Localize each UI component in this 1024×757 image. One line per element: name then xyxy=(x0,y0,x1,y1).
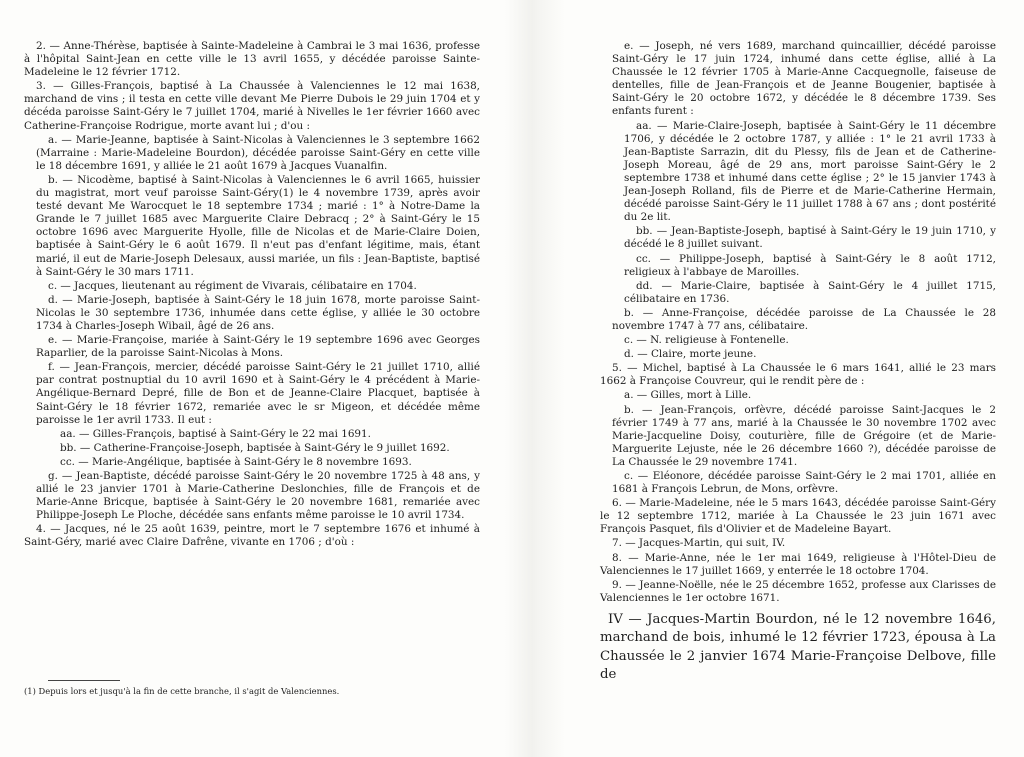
genealogy-entry: 6. — Marie-Madeleine, née le 5 mars 1643, décédée paroisse Saint-Géry le 12 septembre 1712, mariée à La Chaussée le 23 juin 1671 avec François Pasquet, fils d'Olivier et de Madeleine Bayart. xyxy=(600,497,996,536)
genealogy-entry: a. — Gilles, mort à Lille. xyxy=(624,389,752,402)
genealogy-entry: 3. — Gilles-François, baptisé à La Chaussée à Valenciennes le 12 mai 1638, marchand de vins ; il testa en cette ville devant Me Pierre Dubois le 29 juin 1704 et y décéda paroisse Saint-Géry le 7 juillet 1704, marié à Nivelles le 1er février 1660 avec Catherine-Françoise Rodrigue, morte avant lui ; d'ou : xyxy=(24,80,480,132)
genealogy-entry: 7. — Jacques-Martin, qui suit, IV. xyxy=(612,537,786,550)
genealogy-entry: cc. — Philippe-Joseph, baptisé à Saint-Géry le 8 août 1712, religieux à l'abbaye de Maroilles. xyxy=(624,252,996,278)
genealogy-entry: b. — Anne-Françoise, décédée paroisse de La Chaussée le 28 novembre 1747 à 77 ans, célibataire. xyxy=(612,306,996,332)
left-page-text xyxy=(24,40,480,550)
entry-iv-heading: IV — Jacques-Martin Bourdon, né le 12 novembre 1646, marchand de bois, inhumé le 12 février 1723, épousa à La Chaussée le 2 janvier 1674 Marie-Françoise Delbove, fille de xyxy=(600,611,996,683)
genealogy-entry: bb. — Catherine-Françoise-Joseph, baptisée à Saint-Géry le 9 juillet 1692. xyxy=(60,441,450,454)
footnote-rule xyxy=(48,680,120,681)
left-page xyxy=(24,40,480,551)
genealogy-entry: cc. — Marie-Angélique, baptisée à Saint-Géry le 8 novembre 1693. xyxy=(60,455,412,468)
genealogy-entry: d. — Claire, morte jeune. xyxy=(624,348,757,361)
genealogy-entry: e. — Marie-Françoise, mariée à Saint-Géry le 19 septembre 1696 avec Georges Raparlier, de la paroisse Saint-Nicolas à Mons. xyxy=(36,334,480,360)
genealogy-entry: b. — Jean-François, orfèvre, décédé paroisse Saint-Jacques le 2 février 1749 à 77 ans, marié à la Chaussée le 30 novembre 1702 avec Marie-Jacqueline Doisy, couturière, fille de Grégoire (et de Marie-Marguerite Lejuste, née le 26 décembre 1660 ?), décédée paroisse de La Chaussée le 29 novembre 1741. xyxy=(612,403,996,468)
genealogy-entry: 2. — Anne-Thérèse, baptisée à Sainte-Madeleine à Cambrai le 3 mai 1636, professe à l'hôpital Saint-Jean en cette ville le 13 avril 1655, y décédée paroisse Sainte-Madeleine le 12 février 1712. xyxy=(24,40,480,79)
genealogy-entry: b. — Nicodème, baptisé à Saint-Nicolas à Valenciennes le 6 avril 1665, huissier du magistrat, mort veuf paroisse Saint-Géry(1) le 4 novembre 1739, après avoir testé devant Me Warocquet le 18 septembre 1734 ; marié : 1° à Notre-Dame la Grande le 7 juillet 1685 avec Marguerite Claire Debracq ; 2° à Saint-Géry le 15 octobre 1696 avec Marguerite Hyolle, fille de Nicolas et de Marie-Claire Doien, baptisée à Saint-Géry le 6 août 1679. Il n'eut pas d'enfant légitime, mais, étant marié, il eut de Marie-Joseph Delesaux, aussi mariée, un fils : Jean-Baptiste, baptisé à Saint-Géry le 30 mars 1711. xyxy=(36,173,480,278)
genealogy-entry: c. — Jacques, lieutenant au régiment de Vivarais, célibataire en 1704. xyxy=(48,279,417,292)
genealogy-entry: f. — Jean-François, mercier, décédé paroisse Saint-Géry le 21 juillet 1710, allié par contrat postnuptial du 10 avril 1690 et à Saint-Géry le 4 précédent à Marie-Angélique-Bernard Depré, fille de Bon et de Jeanne-Claire Placquet, baptisée à Saint-Géry le 18 février 1672, remariée avec le sr Migeon, et décédée même paroisse le 1er avril 1733. Il eut : xyxy=(36,361,480,426)
genealogy-entry: aa. — Gilles-François, baptisé à Saint-Géry le 22 mai 1691. xyxy=(60,427,371,440)
genealogy-entry: dd. — Marie-Claire, baptisée à Saint-Géry le 4 juillet 1715, célibataire en 1736. xyxy=(624,279,996,305)
genealogy-entry: bb. — Jean-Baptiste-Joseph, baptisé à Saint-Géry le 19 juin 1710, y décédé le 8 juillet suivant. xyxy=(624,225,996,251)
genealogy-entry: a. — Marie-Jeanne, baptisée à Saint-Nicolas à Valenciennes le 3 septembre 1662 (Marraine : Marie-Madeleine Bourdon), décédée paroisse Saint-Géry en cette ville le 18 décembre 1691, y alliée le 21 août 1679 à Jacques Vuanalfin. xyxy=(36,133,480,172)
right-page-text xyxy=(600,40,996,605)
genealogy-entry: 8. — Marie-Anne, née le 1er mai 1649, religieuse à l'Hôtel-Dieu de Valenciennes le 17 juillet 1669, y enterrée le 18 octobre 1704. xyxy=(600,551,996,577)
right-page xyxy=(600,40,996,698)
page-gutter xyxy=(505,0,565,757)
genealogy-entry: c. — Eléonore, décédée paroisse Saint-Géry le 2 mai 1701, alliée en 1681 à François Lebrun, de Mons, orfèvre. xyxy=(612,470,996,496)
genealogy-entry: g. — Jean-Baptiste, décédé paroisse Saint-Géry le 20 novembre 1725 à 48 ans, y allié le 23 janvier 1701 à Marie-Catherine Deslonchies, fille de François et de Marie-Anne Bricque, baptisée à Saint-Géry le 20 novembre 1681, remariée avec Philippe-Joseph Le Ploche, décédée sans enfants même paroisse le 10 avril 1734. xyxy=(36,470,480,522)
genealogy-entry: c. — N. religieuse à Fontenelle. xyxy=(624,334,789,347)
genealogy-entry: 4. — Jacques, né le 25 août 1639, peintre, mort le 7 septembre 1676 et inhumé à Saint-Géry, marié avec Claire Dafrêne, vivante en 1706 ; d'où : xyxy=(24,523,480,549)
genealogy-entry: d. — Marie-Joseph, baptisée à Saint-Géry le 18 juin 1678, morte paroisse Saint-Nicolas le 30 septembre 1736, inhumée dans cette église, y alliée le 30 octobre 1734 à Charles-Joseph Wibail, âgé de 26 ans. xyxy=(36,293,480,332)
genealogy-entry: e. — Joseph, né vers 1689, marchand quincaillier, décédé paroisse Saint-Géry le 17 juin 1724, inhumé dans cette église, allié à La Chaussée le 12 février 1705 à Marie-Anne Cacquegnolle, faiseuse de dentelles, fille de Jean-François et de Jeanne Bougenier, baptisée à Saint-Géry le 20 octobre 1672, y décédée le 8 décembre 1739. Ses enfants furent : xyxy=(612,40,996,118)
footnote: (1) Depuis lors et jusqu'à la fin de cette branche, il s'agit de Valenciennes. xyxy=(24,686,340,696)
genealogy-entry: aa. — Marie-Claire-Joseph, baptisée à Saint-Géry le 11 décembre 1706, y décédée le 2 octobre 1787, y alliée : 1° le 21 avril 1733 à Jean-Baptiste Sarrazin, dit du Plessy, fils de Jean et de Catherine-Joseph Moreau, âgé de 29 ans, mort paroisse Saint-Géry le 2 septembre 1738 et inhumé dans cette église ; 2° le 15 janvier 1743 à Jean-Joseph Rolland, fils de Pierre et de Marie-Catherine Hermain, décédé paroisse Saint-Géry le 11 juillet 1788 à 67 ans ; dont postérité du 2e lit. xyxy=(624,119,996,224)
genealogy-entry: 9. — Jeanne-Noëlle, née le 25 décembre 1652, professe aux Clarisses de Valenciennes le 1er octobre 1671. xyxy=(600,578,996,604)
genealogy-entry: 5. — Michel, baptisé à La Chaussée le 6 mars 1641, allié le 23 mars 1662 à Françoise Couvreur, qui le rendit père de : xyxy=(600,362,996,388)
